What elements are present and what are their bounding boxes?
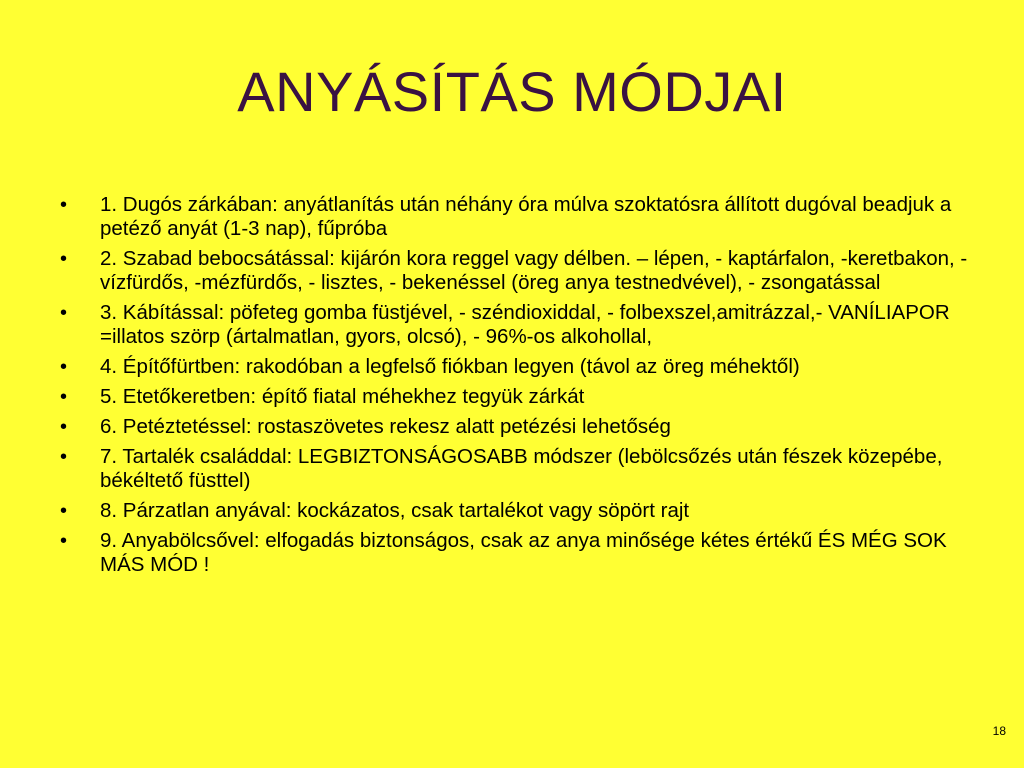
- bullet-marker: •: [60, 530, 68, 552]
- bullet-item-3: [56, 301, 986, 349]
- bullet-item-8: [56, 499, 986, 523]
- bullet-item-1: [56, 193, 986, 241]
- bullet-item-5: [56, 385, 986, 409]
- bullet-marker: •: [60, 386, 68, 408]
- bullet-marker: •: [60, 356, 68, 378]
- bullet-list: [56, 193, 986, 583]
- bullet-marker: •: [60, 500, 68, 522]
- bullet-text: 3. Kábítással: pöfeteg gomba füstjével, - széndioxiddal, - folbexszel,amitrázzal,- VANÍLIAPOR =illatos szörp (ártalmatlan, gyors, olcsó), - 96%-os alkohollal,: [100, 301, 950, 348]
- bullet-item-6: [56, 415, 986, 439]
- bullet-text: 2. Szabad bebocsátással: kijárón kora reggel vagy délben. – lépen, - kaptárfalon, -keretbakon, - vízfürdős, -mézfürdős, - lisztes, - bekenéssel (öreg anya testnedvével), - zsongatással: [100, 247, 968, 294]
- bullet-item-9: [56, 529, 986, 577]
- bullet-text: 1. Dugós zárkában: anyátlanítás után néhány óra múlva szoktatósra állított dugóval beadjuk a petéző anyát (1-3 nap), fűpróba: [100, 193, 952, 240]
- bullet-text: 9. Anyabölcsővel: elfogadás biztonságos, csak az anya minősége kétes értékű ÉS MÉG SOK MÁS MÓD !: [100, 529, 947, 576]
- bullet-marker: •: [60, 302, 68, 324]
- bullet-item-2: [56, 247, 986, 295]
- page-number: 18: [992, 724, 1006, 738]
- bullet-marker: •: [60, 446, 68, 468]
- bullet-item-7: [56, 445, 986, 493]
- bullet-marker: •: [60, 248, 68, 270]
- bullet-text: 7. Tartalék családdal: LEGBIZTONSÁGOSABB módszer (lebölcsőzés után fészek közepébe, békéltető füsttel): [100, 445, 943, 492]
- bullet-text: 8. Párzatlan anyával: kockázatos, csak tartalékot vagy söpört rajt: [100, 499, 690, 522]
- bullet-marker: •: [60, 194, 68, 216]
- slide-title: ANYÁSÍTÁS MÓDJAI: [237, 60, 787, 123]
- bullet-item-4: [56, 355, 986, 379]
- bullet-marker: •: [60, 416, 68, 438]
- bullet-text: 6. Petéztetéssel: rostaszövetes rekesz alatt petézési lehetőség: [100, 415, 671, 438]
- bullet-text: 4. Építőfürtben: rakodóban a legfelső fiókban legyen (távol az öreg méhektől): [100, 355, 800, 378]
- bullet-text: 5. Etetőkeretben: építő fiatal méhekhez tegyük zárkát: [100, 385, 585, 408]
